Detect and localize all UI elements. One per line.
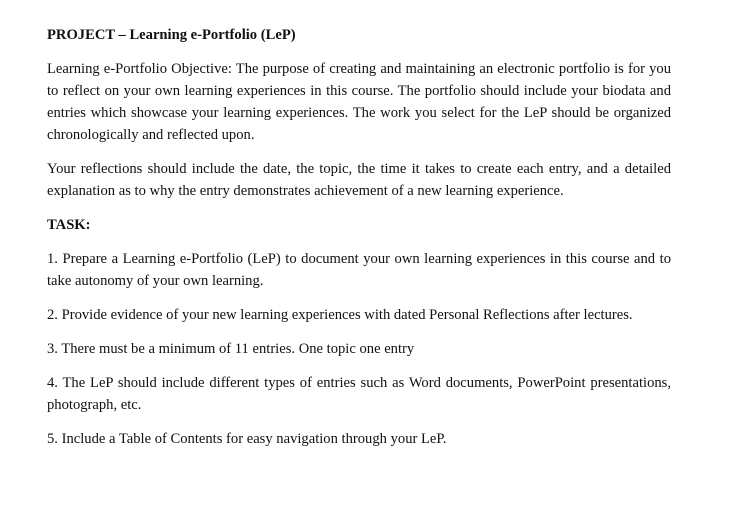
task-item-1: 1. Prepare a Learning e-Portfolio (LeP) to document your own learning experiences in this course and to take autonomy of your own learning. <box>47 251 671 289</box>
task-item-2: 2. Provide evidence of your new learning experiences with dated Personal Reflections after lectures. <box>47 307 633 323</box>
task-item-3: 3. There must be a minimum of 11 entries. One topic one entry <box>47 341 415 357</box>
task-item-4: 4. The LeP should include different types of entries such as Word documents, PowerPoint presentations, photograph, etc. <box>47 375 671 413</box>
objective-paragraph: Learning e-Portfolio Objective: The purpose of creating and maintaining an electronic portfolio is for you to reflect on your own learning experiences in this course. The portfolio should include your biodata and entries which showcase your learning experiences. The work you select for the LeP should be organized chronologically and reflected upon. <box>47 61 671 143</box>
document-body <box>47 24 671 462</box>
document-title: PROJECT – Learning e-Portfolio (LeP) <box>47 27 296 43</box>
task-heading: TASK: <box>47 217 91 233</box>
task-item-5: 5. Include a Table of Contents for easy navigation through your LeP. <box>47 431 447 447</box>
reflections-paragraph: Your reflections should include the date, the topic, the time it takes to create each entry, and a detailed explanation as to why the entry demonstrates achievement of a new learning experience. <box>47 161 671 199</box>
